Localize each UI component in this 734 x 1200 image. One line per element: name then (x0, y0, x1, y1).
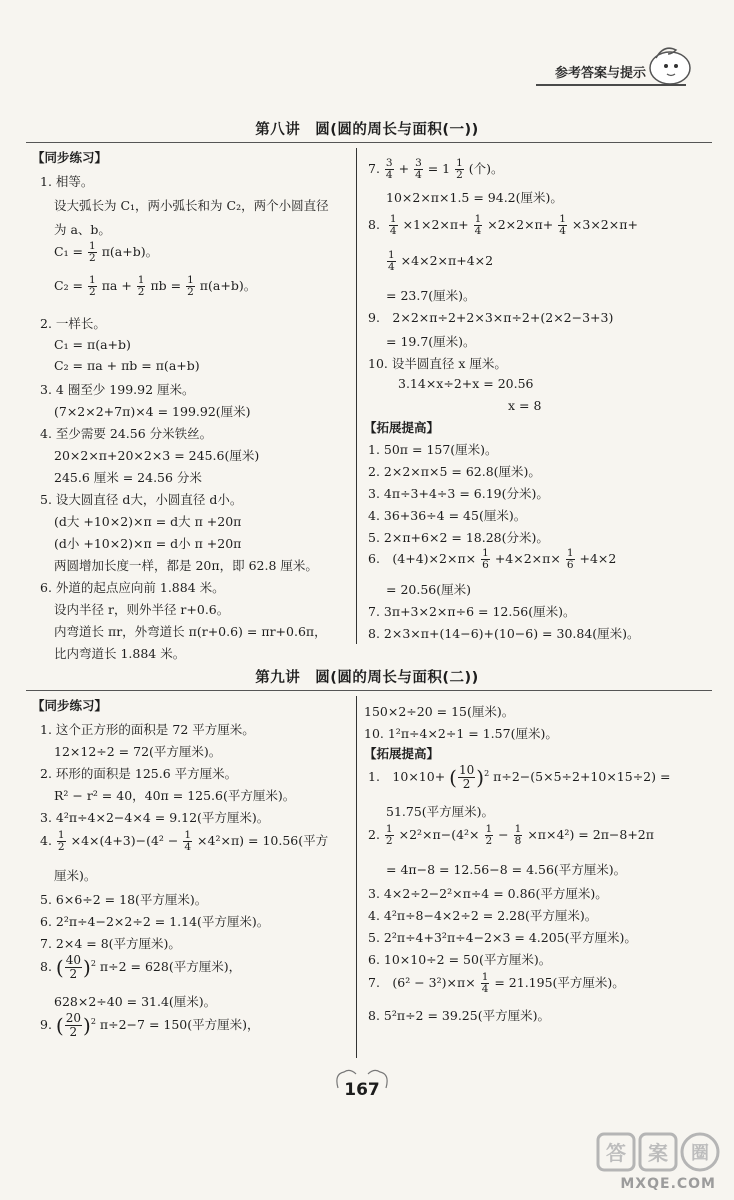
answer-line: 6. 2²π÷4−2×2÷2 = 1.14(平方厘米)。 (40, 914, 270, 929)
text: π÷2−7 = 150(平方厘米)， (99, 1017, 260, 1032)
paren: ) (83, 955, 91, 980)
answer-line: 4. 至少需要 24.56 分米铁丝。 (40, 426, 213, 441)
formula-line (368, 824, 654, 847)
text: π÷2 = 628(平方厘米)， (99, 959, 242, 974)
answer-line: 1. 这个正方形的面积是 72 平方厘米。 (40, 722, 255, 737)
fraction (65, 954, 82, 981)
lecture8-column-divider (356, 148, 357, 644)
text: 6. (4+4)×2×π× (368, 551, 477, 566)
formula-line (368, 972, 625, 995)
subheading-extension: 【拓展提高】 (364, 420, 440, 435)
text: 2. (368, 827, 380, 842)
formula-line (368, 548, 616, 571)
answer-line: 比内弯道长 1.884 米。 (54, 646, 186, 661)
numerator: 1 (559, 213, 566, 225)
paren: ) (83, 1013, 91, 1038)
denominator: 2 (485, 835, 493, 847)
text: − (498, 827, 509, 842)
answer-line: 设内半径 r，则外半径 r+0.6。 (54, 602, 230, 617)
answer-line: 4. 36+36÷4 = 45(厘米)。 (368, 508, 527, 523)
page-number: 167 (344, 1080, 380, 1100)
answer-line: (d小 +10×2)×π = d小 π +20π (54, 536, 242, 551)
denominator: 2 (187, 286, 194, 298)
numerator: 1 (184, 829, 192, 841)
denominator: 2 (69, 967, 78, 981)
fraction (481, 548, 490, 571)
text: ×4×(4+3)−(4² − (70, 833, 179, 848)
svg-text:圈: 圈 (691, 1143, 709, 1164)
denominator: 4 (481, 983, 489, 995)
fraction (558, 214, 567, 237)
answer-line: 3.14×x÷2+x = 20.56 (398, 376, 534, 391)
fraction (414, 158, 423, 181)
text: 4. (40, 833, 52, 848)
fraction (455, 158, 464, 181)
denominator: 4 (389, 225, 397, 237)
denominator: 4 (415, 169, 422, 181)
text: ×3×2×π+ (571, 217, 638, 232)
answer-line: 5. 6×6÷2 = 18(平方厘米)。 (40, 892, 208, 907)
denominator: 2 (89, 252, 96, 264)
answer-line: 10. 1²π÷4×2÷1 = 1.57(厘米)。 (364, 726, 558, 741)
answer-line: 51.75(平方厘米)。 (386, 804, 495, 819)
text: π(a+b)。 (101, 244, 159, 259)
answer-line: R² − r² = 40，40π = 125.6(平方厘米)。 (54, 788, 296, 803)
numerator: 1 (474, 213, 482, 225)
answer-line: 10×2×π×1.5 = 94.2(厘米)。 (386, 190, 563, 205)
answer-line: 6. 10×10÷2 = 50(平方厘米)。 (368, 952, 552, 967)
text: + (398, 161, 410, 176)
text: 1. 10×10+ (368, 769, 446, 784)
answer-line: 设大弧长为 C₁，两小弧长和为 C₂，两个小圆直径 (54, 198, 329, 213)
numerator: 3 (385, 157, 393, 169)
fraction (566, 548, 575, 571)
denominator: 2 (57, 841, 65, 853)
fraction (137, 275, 146, 298)
answer-line: 3. 4 圈至少 199.92 厘米。 (40, 382, 195, 397)
numerator: 1 (137, 274, 145, 286)
subheading-practice: 【同步练习】 (32, 150, 108, 165)
answer-line: 2. 2×2×π×5 = 62.8(厘米)。 (368, 464, 541, 479)
denominator: 2 (462, 777, 471, 791)
denominator: 6 (566, 559, 574, 571)
text: +4×2 (579, 551, 617, 566)
numerator: 1 (57, 829, 65, 841)
text: ×4×2×π+4×2 (400, 253, 494, 268)
answer-line: C₂ = πa + πb = π(a+b) (54, 358, 200, 373)
numerator: 3 (415, 157, 422, 169)
text: π÷2−(5×5÷2+10×15÷2) = (493, 769, 671, 784)
numerator: 1 (187, 274, 194, 286)
answer-line: 5. 2²π÷4+3²π÷4−2×3 = 4.205(平方厘米)。 (368, 930, 637, 945)
fraction (385, 158, 394, 181)
text: ×π×4²) = 2π−8+2π (527, 827, 654, 842)
numerator: 10 (458, 763, 475, 777)
fraction (183, 830, 192, 853)
formula-line (54, 241, 158, 264)
answer-line: 245.6 厘米 = 24.56 分米 (54, 470, 202, 485)
denominator: 4 (184, 841, 192, 853)
exponent: 2 (90, 1016, 96, 1026)
answer-line: = 4π−8 = 12.56−8 = 4.56(平方厘米)。 (386, 862, 627, 877)
text: ×1×2×π+ (402, 217, 469, 232)
formula-line (368, 764, 670, 791)
answer-line: (d大 +10×2)×π = d大 π +20π (54, 514, 242, 529)
answer-line: 2. 一样长。 (40, 316, 106, 331)
text: ×4²×π) = 10.56(平方 (197, 833, 329, 848)
lecture9-column-divider (356, 696, 357, 1058)
header-label: 参考答案与提示 (554, 66, 646, 81)
answer-line: 4. 4²π÷8−4×2÷2 = 2.28(平方厘米)。 (368, 908, 598, 923)
text: (个)。 (468, 161, 504, 176)
text: = 1 (427, 161, 451, 176)
answer-line: 9. 2×2×π÷2+2×3×π÷2+(2×2−3+3) (368, 310, 614, 325)
lecture8-top-rule (26, 142, 712, 143)
paren: ) (476, 765, 485, 790)
text: 7. (368, 161, 380, 176)
answer-line: 两圆增加长度一样，都是 20π，即 62.8 厘米。 (54, 558, 318, 573)
lecture9-title: 第九讲 圆(圆的周长与面积(二)) (255, 670, 479, 686)
fraction (514, 824, 523, 847)
text: +4×2×π× (494, 551, 561, 566)
answer-line: 7. 3π+3×2×π÷6 = 12.56(厘米)。 (368, 604, 576, 619)
text: πb = (150, 278, 182, 293)
answer-line: 5. 2×π+6×2 = 18.28(分米)。 (368, 530, 549, 545)
paren: ( (55, 1013, 64, 1038)
formula-line (368, 158, 504, 181)
numerator: 20 (65, 1011, 82, 1025)
paren: ( (55, 955, 64, 980)
formula-line (40, 954, 241, 981)
fraction (387, 250, 396, 273)
answer-line: 150×2÷20 = 15(厘米)。 (364, 704, 515, 719)
answer-line: 10. 设半圆直径 x 厘米。 (368, 356, 507, 371)
answer-line: 为 a、b。 (54, 222, 111, 237)
answer-line: 12×12÷2 = 72(平方厘米)。 (54, 744, 222, 759)
denominator: 4 (474, 225, 482, 237)
lecture8-title: 第八讲 圆(圆的周长与面积(一)) (255, 122, 479, 138)
denominator: 2 (385, 835, 393, 847)
text: ×2×2×π+ (487, 217, 554, 232)
mascot-icon (642, 40, 694, 88)
text: πa + (101, 278, 132, 293)
answer-line: x = 8 (508, 398, 542, 413)
fraction (474, 214, 483, 237)
fraction (389, 214, 398, 237)
text: 7. (6² − 3²)×π× (368, 975, 476, 990)
answer-line: 8. 5²π÷2 = 39.25(平方厘米)。 (368, 1008, 550, 1023)
answer-line: 3. 4π÷3+4÷3 = 6.19(分米)。 (368, 486, 549, 501)
answer-line: 8. 2×3×π+(14−6)+(10−6) = 30.84(厘米)。 (368, 626, 640, 641)
denominator: 4 (388, 261, 395, 273)
text: C₁ = (54, 244, 84, 259)
text: 8. (40, 959, 52, 974)
numerator: 1 (385, 823, 393, 835)
denominator: 2 (69, 1025, 78, 1039)
numerator: 1 (482, 547, 489, 559)
text: 9. (40, 1017, 52, 1032)
numerator: 1 (485, 823, 493, 835)
exponent: 2 (484, 768, 490, 778)
text: π(a+b)。 (199, 278, 257, 293)
answer-line: (7×2×2+7π)×4 = 199.92(厘米) (54, 404, 251, 419)
denominator: 4 (385, 169, 393, 181)
numerator: 1 (456, 157, 463, 169)
answer-line: 3. 4×2÷2−2²×π÷4 = 0.86(平方厘米)。 (368, 886, 608, 901)
answer-line: 1. 50π = 157(厘米)。 (368, 442, 498, 457)
svg-text:答: 答 (606, 1141, 626, 1165)
lecture9-top-rule (26, 690, 712, 691)
exponent: 2 (90, 958, 96, 968)
answer-line: = 20.56(厘米) (386, 582, 471, 597)
numerator: 40 (65, 953, 82, 967)
fraction (485, 824, 494, 847)
answer-line: 3. 4²π÷4×2−4×4 = 9.12(平方厘米)。 (40, 810, 270, 825)
fraction (186, 275, 195, 298)
svg-text:案: 案 (648, 1141, 668, 1165)
answer-line: 内弯道长 πr，外弯道长 π(r+0.6) = πr+0.6π， (54, 624, 327, 639)
answer-line: 厘米)。 (54, 868, 97, 883)
subheading-practice: 【同步练习】 (32, 698, 108, 713)
answer-line: 7. 2×4 = 8(平方厘米)。 (40, 936, 181, 951)
text: ×2²×π−(4²× (398, 827, 480, 842)
header-rule (536, 84, 686, 86)
denominator: 2 (89, 286, 96, 298)
answer-line: 6. 外道的起点应向前 1.884 米。 (40, 580, 225, 595)
denominator: 4 (559, 225, 566, 237)
denominator: 2 (456, 169, 463, 181)
answer-line: = 23.7(厘米)。 (386, 288, 476, 303)
answer-line: 20×2×π+20×2×3 = 245.6(厘米) (54, 448, 260, 463)
answer-line: 628×2÷40 = 31.4(厘米)。 (54, 994, 217, 1009)
denominator: 8 (514, 835, 522, 847)
subheading-extension: 【拓展提高】 (364, 746, 440, 761)
formula-line (386, 250, 493, 273)
fraction (385, 824, 394, 847)
numerator: 1 (388, 249, 395, 261)
answer-line: 2. 环形的面积是 125.6 平方厘米。 (40, 766, 238, 781)
answer-line: 5. 设大圆直径 d大，小圆直径 d小。 (40, 492, 243, 507)
denominator: 6 (482, 559, 489, 571)
formula-line (40, 830, 328, 853)
fraction (458, 764, 475, 791)
numerator: 1 (514, 823, 522, 835)
fraction (57, 830, 66, 853)
numerator: 1 (89, 240, 96, 252)
fraction (88, 275, 97, 298)
formula-line (54, 275, 256, 298)
numerator: 1 (389, 213, 397, 225)
fraction (65, 1012, 82, 1039)
paren: ( (449, 765, 457, 790)
answer-line: = 19.7(厘米)。 (386, 334, 476, 349)
numerator: 1 (566, 547, 574, 559)
fraction (481, 972, 490, 995)
answer-line: C₁ = π(a+b) (54, 337, 131, 352)
text: 8. (368, 217, 380, 232)
numerator: 1 (481, 971, 489, 983)
text: = 21.195(平方厘米)。 (494, 975, 625, 990)
fraction (88, 241, 97, 264)
answer-line: 1. 相等。 (40, 174, 94, 189)
formula-line (40, 1012, 260, 1039)
numerator: 1 (89, 274, 96, 286)
denominator: 2 (137, 286, 145, 298)
formula-line (368, 214, 638, 237)
watermark-text: MXQE.COM (620, 1176, 716, 1192)
text: C₂ = (54, 278, 84, 293)
